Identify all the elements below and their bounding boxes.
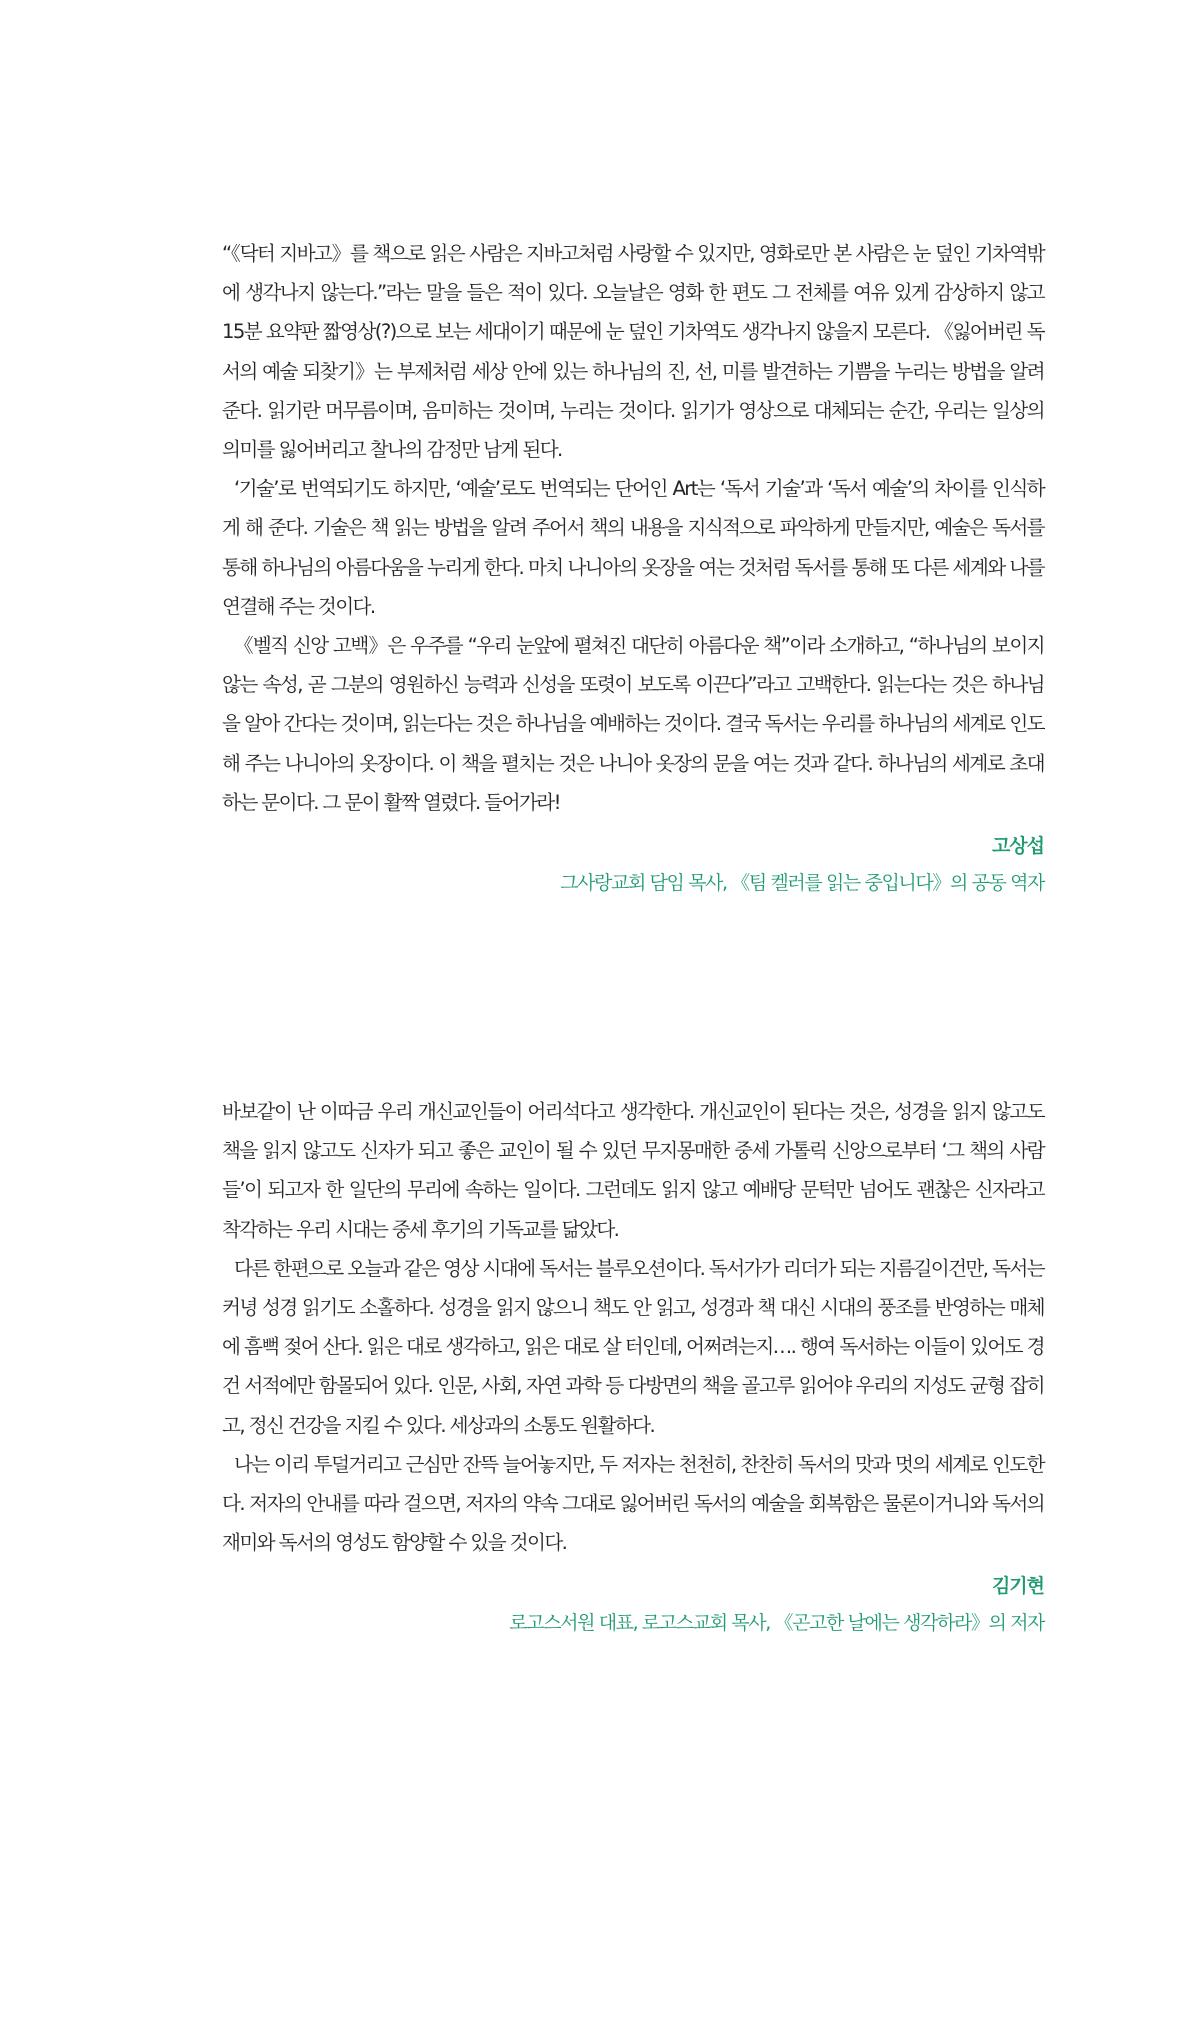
endorsement-body (222, 234, 1044, 822)
endorser-credit: 그사랑교회 담임 목사, 《팀 켈러를 읽는 중입니다》의 공동 역자 (560, 872, 1044, 895)
endorsement-kim-kihyun (222, 1092, 1044, 1638)
endorser-name: 고상섭 (991, 835, 1044, 858)
paragraph: 나는 이리 투덜거리고 근심만 잔뜩 늘어놓지만, 두 저자는 천천히, 찬찬히 독서의 맛과 멋의 세계로 인도한다. 저자의 안내를 따라 걸으면, 저자의 약속 그대로 잃어버린 독서의 예술을 회복함은 물론이거니와 독서의 재미와 독서의 영성도 함양할 수 있을 것이다. (222, 1452, 1044, 1555)
endorsement-body (222, 1092, 1044, 1562)
paragraph: 《벨직 신앙 고백》은 우주를 “우리 눈앞에 펼쳐진 대단히 아름다운 책”이라 소개하고, “하나님의 보이지 않는 속성, 곧 그분의 영원하신 능력과 신성을 또렷이 보도록 이끈다”라고 고백한다. 읽는다는 것은 하나님을 알아 간다는 것이며, 읽는다는 것은 하나님을 예배하는 것이다. 결국 독서는 우리를 하나님의 세계로 인도해 주는 나니아의 옷장이다. 이 책을 펼치는 것은 나니아 옷장의 문을 여는 것과 같다. 하나님의 세계로 초대하는 문이다. 그 문이 활짝 열렸다. 들어가라! (222, 634, 1044, 814)
endorsement-ko-sangseop (222, 234, 1044, 898)
paragraph: ‘기술’로 번역되기도 하지만, ‘예술’로도 번역되는 단어인 Art는 ‘독서 기술’과 ‘독서 예술’의 차이를 인식하게 해 준다. 기술은 책 읽는 방법을 알려 주어서 책의 내용을 지식적으로 파악하게 만들지만, 예술은 독서를 통해 하나님의 아름다움을 누리게 한다. 마치 나니아의 옷장을 여는 것처럼 독서를 통해 또 다른 세계와 나를 연결해 주는 것이다. (222, 477, 1044, 618)
paragraph: “《닥터 지바고》를 책으로 읽은 사람은 지바고처럼 사랑할 수 있지만, 영화로만 본 사람은 눈 덮인 기차역밖에 생각나지 않는다.”라는 말을 들은 적이 있다. 오늘날은 영화 한 편도 그 전체를 여유 있게 감상하지 않고 15분 요약판 짧영상(?)으로 보는 세대이기 때문에 눈 덮인 기차역도 생각나지 않을지 모른다. 《잃어버린 독서의 예술 되찾기》는 부제처럼 세상 안에 있는 하나님의 진, 선, 미를 발견하는 기쁨을 누리는 방법을 알려 준다. 읽기란 머무름이며, 음미하는 것이며, 누리는 것이다. 읽기가 영상으로 대체되는 순간, 우리는 일상의 의미를 잃어버리고 찰나의 감정만 남게 된다. (222, 242, 1044, 462)
paragraph: 바보같이 난 이따금 우리 개신교인들이 어리석다고 생각한다. 개신교인이 된다는 것은, 성경을 읽지 않고도 책을 읽지 않고도 신자가 되고 좋은 교인이 될 수 있던 무지몽매한 중세 가톨릭 신앙으로부터 ‘그 책의 사람들’이 되고자 한 일단의 무리에 속하는 일이다. 그런데도 읽지 않고 예배당 문턱만 넘어도 괜찮은 신자라고 착각하는 우리 시대는 중세 후기의 기독교를 닮았다. (222, 1100, 1044, 1241)
endorser-credit: 로고스서원 대표, 로고스교회 목사, 《곤고한 날에는 생각하라》의 저자 (509, 1612, 1044, 1635)
paragraph: 다른 한편으로 오늘과 같은 영상 시대에 독서는 블루오션이다. 독서가가 리더가 되는 지름길이건만, 독서는커녕 성경 읽기도 소홀하다. 성경을 읽지 않으니 책도 안 읽고, 성경과 책 대신 시대의 풍조를 반영하는 매체에 흠뻑 젖어 산다. 읽은 대로 생각하고, 읽은 대로 살 터인데, 어쩌려는지…. 행여 독서하는 이들이 있어도 경건 서적에만 함몰되어 있다. 인문, 사회, 자연 과학 등 다방면의 책을 골고루 읽어야 우리의 지성도 균형 잡히고, 정신 건강을 지킬 수 있다. 세상과의 소통도 원활하다. (222, 1256, 1044, 1437)
endorser-name: 김기현 (991, 1575, 1044, 1598)
